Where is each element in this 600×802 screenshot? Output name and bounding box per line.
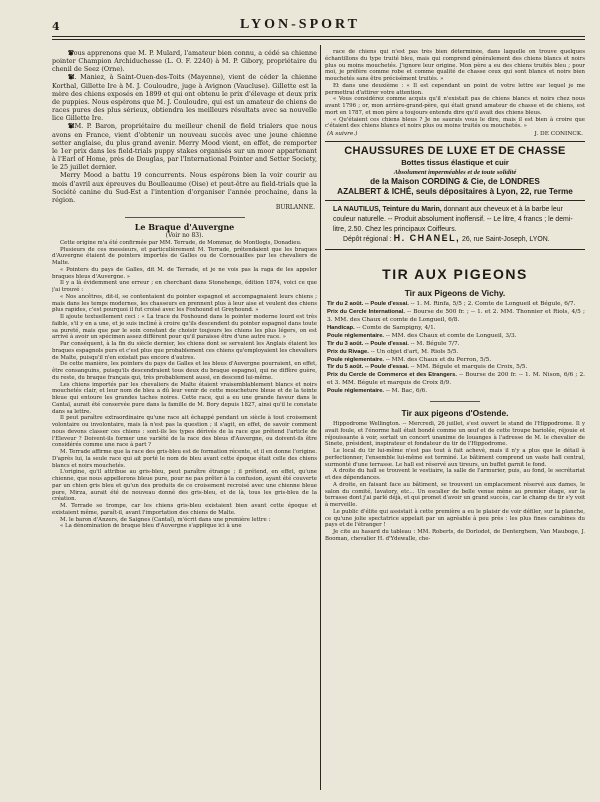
nautilus-description: donnant aux cheveux et à la barbe leur couleur naturelle. -- Produit absolument inoffensif. -- Le litre, 4 francs ; le demi-litre, 2.50. Chez les principaux Coiffeurs. xyxy=(333,206,573,233)
ostende-paragraph: A droite du hall se trouvent le vestiaire, la salle de l'armurier, puis, au fond, le secrétariat et des dépendances. xyxy=(325,468,585,482)
continued-signature: J. DE CONINCK. xyxy=(534,131,583,137)
article-paragraph: Les chiens importés par les chevaliers de Malte étaient vraisemblablement blancs et noirs mouchetés clair, et leur nom de bleu a dû leur venir de cette moucheture bleue et de la teinte bleue qui entoure les grandes taches noires. Cette race, qui a eu une grande faveur dans le Cantal, aurait été conservée pure dans la famille de M. Bory depuis 1827, ainsi qu'il le constate dans sa lettre. xyxy=(52,381,317,415)
header-rule-top xyxy=(52,36,585,37)
ostende-paragraph: Le local du tir lui-même n'est pas tout à fait achevé, mais il n'y a plus que le détail à perfectionner, l'ensemble lui-même est terminé. Le bâtiment comprend un vaste hall central, surmonté d'une terrasse. Le hall est réservé aux tireurs, un buffet garnit le fond. xyxy=(325,448,585,468)
result-line: Poule réglementaire. -- M. Bac, 6/6. xyxy=(327,388,428,395)
ostende-paragraph: Hippodrome Wellington. -- Mercredi, 26 juillet, s'est ouvert le stand de l'Hippodrome. Il y avait foule, et l'énorme hall était bondé comme un œuf et de cette troupe bariolée, réjouie et réjouissante à voir, sortait un concert unanime de louanges à l'adresse de M. le chevalier de Sinete, président, inspirateur et fondateur du tir de l'Hippodrome. xyxy=(325,421,585,448)
ad-line-3: de la Maison CORDING & Cie, de LONDRES xyxy=(370,177,540,186)
right-column xyxy=(325,49,585,791)
result-line: Poule réglementaire. -- MM. des Chaux et comte de Longueil, 3/3. xyxy=(327,332,517,339)
article-paragraph: « Pointers du pays de Galles, dit M. de Terrade, et je ne vois pas la raga de les appeler braques bleus d'Auvergne. » xyxy=(52,266,317,280)
tir-section-title: TIR AUX PIGEONS xyxy=(382,266,528,283)
article-paragraph: Il peut paraître extraordinaire qu'une race ait échappé pendant un siècle à tout croisement volontaire ou involontaire, mais là n'est pas la question ; il s'agit, en effet, de savoir comment nous devons classer ces chiens : sont-ils les types dérivés de la race que prétend l'article de l'Eleveur ? Doivent-ils former une variété de la race des bleus d'Auvergne, ou doivent-ils être considérés comme une race à part ? xyxy=(52,415,317,449)
result-line: Prix du Cercle de Commerce et des Etrangers. -- Bourse de 200 fr. -- 1. M. Nison, 6/6 ; 2. et 3. MM. Bégule et marquis de Croix 8/9. xyxy=(327,372,585,387)
continued-paragraph: Et dans une deuxième : « Il est cependant un point de votre lettre sur lequel je me permettrai d'attirer votre attention. xyxy=(325,82,585,96)
ostende-title: Tir aux pigeons d'Ostende. xyxy=(401,408,509,419)
ad-line-4: AZALBERT & ICHÉ, seuls dépositaires à Lyon, 22, rue Terme xyxy=(337,186,573,196)
masthead: LYON-SPORT xyxy=(239,17,360,32)
page-number: 4 xyxy=(52,20,60,33)
note-merry-mood: Merry Mood a battu 19 concurrents. Nous espérons bien la voir courir au mois d'avril aux épreuves du Boulleaume (Oise) et peut-être au field-trials que la Société canine du Sud-Est a l'intention d'organiser l'année prochaine, dans la région. xyxy=(52,171,317,204)
depot-name: H. CHANEL, xyxy=(393,233,461,244)
article-paragraph: M. Terrade se trompe, car les chiens gris-bleu existaient bien avant cette époque et existaient même, paraît-il, avant l'importation des chiens de Malte. xyxy=(52,503,317,516)
note-maniez: M. Maniez, à Saint-Ouen-des-Toits (Mayenne), vient de céder la chienne Korthal, Gillette Ire à M. J. Couloudre, juge à Avignon (Vaucluse). Gillette est la mère des chiens exposés en 1899 et qui ont obtenu le prix d'élevage et deux prix de puppies. Nous espérons que M. J. Couloudre, qui est un amateur de chiens de races pures des plus sérieux, obtiendra les meilleurs résultats avec sa nouvelle lice Gillette Ire. xyxy=(52,73,317,123)
continued-footer xyxy=(325,130,585,138)
note-baron: MM. P. Baron, propriétaire du meilleur chenil de field trialers que nous avons en France, vient d'obtenir un nouveau succès avec une jeune chienne setter anglaise, du plus grand avenir. Merry Mood vient, en effet, de remporter le 1er prix dans les field-trials puppy stakes organisés sur un moor appartenant à l'Earl of Home, près de Douglas, par l'International Pointer and Setter Society, le 25 juillet dernier. xyxy=(52,122,317,172)
nautilus-name: LA NAUTILUS, Teinture du Marin, xyxy=(333,206,442,213)
article-paragraph: Plusieurs de ces messieurs, et particulièrement M. Terrade, prétendaient que les braques d'Auvergne étaient de pointers importés de Galles ou de Cornouailles par les chevaliers de Malte. xyxy=(52,246,317,267)
article-paragraph: Par conséquent, à la fin du siècle dernier, les chiens dont se servaient les Anglais étaient les braques espagnols purs et c'est plus que probablement ces chiens qu'employaient les chevaliers de Malte, puisqu'il n'en existait pas encore d'autres. xyxy=(52,341,317,361)
result-line: Handicap. -- Comte de Sampigny, 4/1. xyxy=(327,324,436,331)
result-line: Tir du 2 août. -- Poule d'essai. -- 1. M. Rinfa, 5/5 ; 2. Comte de Longueil et Bégule, 6/7. xyxy=(327,301,576,308)
column-divider xyxy=(320,45,321,790)
article-paragraph: Cette origine m'a été confirmée par MM. Terrade, de Mommar, de Montlogis, Donadieu. xyxy=(60,239,302,246)
ad-headline: CHAUSSURES DE LUXE ET DE CHASSE xyxy=(344,145,566,157)
ostende-paragraph: Le public d'élite qui assistait à cette première a eu le plaisir de voir défiler, sur la planche, ce qu'une jolie spectatrice appelait par un agréable à peu près : les plus fines carabines du pays et de l'étranger ! xyxy=(325,508,585,529)
note-mulard: Nous apprenons que M. P. Mulard, l'amateur bien connu, a cédé sa chienne pointer Champion Archiduchesse (L. O. F. 2240) à M. P. Gibory, propriétaire du chenil de Seez (Orne). xyxy=(52,49,317,74)
article-paragraph: Il y a là évidemment une erreur ; en cherchant dans Stonehenge, édition 1874, voici ce que j'ai trouvé : xyxy=(52,280,317,294)
continued-paragraph: race de chiens qui n'est pas très bien déterminée, dans laquelle on trouve quelques échantillons du type truité bleu, mais qui comprend généralement des chiens blancs et noirs plus ou moins mouchetés. J'ignore leur origine. Mon père a eu des chiens truités bleu ; pour moi, je préfère comme robe et comme qualité de chasse ceux qui sont blancs et noirs bien mouchetés sans être précisément truités. » xyxy=(325,49,585,82)
ostende-paragraph: A droite, en faisant face au bâtiment, se trouvent un emplacement réservé aux dames, le salon du comité, lavatory, etc... Un escalier de belle venue mène au premier étage, sur la terrasse dont j'ai parlé déjà, et qui promet d'avoir un grand succès, car le champ de tir s'y voit à merveille. xyxy=(325,481,585,509)
article-paragraph: De cette manière, les pointers du pays de Galles et les bleus d'Auvergne pourraient, en effet, être consanguins, puisqu'ils descendraient tous deux du braque espagnol, qui ne diffère guère, du reste, du braque français qui, très probablement aussi, en descend lui-même. xyxy=(52,361,317,381)
paw-icon xyxy=(60,74,66,80)
continued-paragraph: « Qu'étaient ces chiens bleus ? Je ne saurais vous le dire, mais il est bien à croire que c'étaient des chiens blancs et noirs plus ou moins truités ou mouchetés. » xyxy=(325,116,585,130)
article-title: Le Braque d'Auvergne xyxy=(134,221,235,232)
article-paragraph: « Nos ancêtres, dit-il, se contentaient du pointer espagnol et accompagnaient leurs chiens ; mais dans les temps modernes, les chasseurs en prennent plus à leur aise et veulent des chiens plus rapides, c'est pourquoi il fut croisé avec les Foxhound et Greyhound. » xyxy=(52,293,317,314)
continued-paragraph: « Vous considérez comme acquis qu'il n'existait pas de chiens blancs et noirs chez nous avant 1796 ; or, mon arrière-grand-père, qui était grand amateur de chasse et de chiens, est mort en 1787, et mon père a toujours entendu dire qu'il avait des chiens bleus. xyxy=(325,96,585,116)
result-line: Tir du 3 août. -- Poule d'essai. -- M. Bégule 7/7. xyxy=(327,340,460,347)
nautilus-text xyxy=(333,205,583,234)
ostende-paragraph: Je cite au hasard du tableau : MM. Roberts, de Dorlodot, de Denterghem, Van Mauboge, J. Booman, chevalier H. d'Ydewalle, che- xyxy=(325,529,585,542)
to-be-continued: (A suivre.) xyxy=(327,131,358,137)
depot-label: Dépôt régional : xyxy=(343,236,392,244)
section-divider xyxy=(125,217,245,218)
article-subtitle: (Voir no 83). xyxy=(165,231,204,239)
article-paragraph: « La dénomination de braque bleu d'Auvergne s'applique ici à une xyxy=(60,523,242,530)
result-line: Poule réglementaire. -- MM. des Chaux et du Perron, 5/5. xyxy=(327,356,492,363)
article-paragraph: M. le baron d'Anzers, de Saignes (Cantal), m'écrit dans une première lettre : xyxy=(60,516,271,523)
left-column xyxy=(52,49,317,791)
nautilus-depot xyxy=(333,234,583,245)
paw-icon xyxy=(60,50,66,56)
ad-line-2: Absolument imperméables et de toute solidité xyxy=(393,168,517,176)
result-line: Prix du Rivage. -- Un objet d'art, M. Riols 5/5. xyxy=(327,348,459,355)
article-paragraph: L'origine, qu'il attribue au gris-bleu, peut paraître étrange ; il prétend, en effet, qu'une chienne, que nous appellerons bleue pure, pour ne pas prêter à la confusion, ayant été couverte par un chien gris bleu et qu'un des produits de ce croisement recroisé avec une chienne bleue pure, Mirza, aurait été de nouveau donné des gris-bleu, et de là, tous les gris-bleu de la création. xyxy=(52,469,317,503)
nautilus-advertisement xyxy=(325,201,585,250)
intro-signature: BURLANNE. xyxy=(275,203,315,211)
header-rule-bottom xyxy=(52,39,585,40)
article-paragraph: Il ajoute textuellement ceci : « La trace du Foxhound dans le pointer moderne lourd est très faible, s'il y en a une, et je suis incliné à croire qu'ils descendent du pointer espagnol dans toute sa pureté, mais que par le soin constant de choisir toujours les chiens les plus légers, on est arrivé à avoir un spécimen assez différent pour qu'il paraisse être d'une autre race. » xyxy=(52,314,317,341)
result-line: Tir du 5 août. -- Poule d'essai. -- MM. Bégule et marquis de Croix, 5/5. xyxy=(327,364,528,371)
result-line: Prix du Cercle International. -- Bourse de 500 fr. ; -- 1. et 2. MM. Thonnier et Riols, 4/5 ; 3. MM. des Chaux et comte de Longueil, 6/8. xyxy=(327,309,585,323)
shoe-advertisement xyxy=(325,141,585,201)
paw-icon xyxy=(60,123,66,129)
ad-line-1: Bottes tissus élastique et cuir xyxy=(401,158,509,167)
vichy-title: Tir aux Pigeons de Vichy. xyxy=(404,288,506,299)
article-paragraph: M. Terrade affirme que la race des gris-bleu est de formation récente, et il en donne l'origine. D'après lui, la seule race qui ait porté le nom de bleu avant cette époque était celle des chiens blancs et noirs mouchetés. xyxy=(52,449,317,469)
depot-address: 26, rue Saint-Joseph, LYON. xyxy=(462,236,550,244)
section-divider xyxy=(430,401,480,402)
